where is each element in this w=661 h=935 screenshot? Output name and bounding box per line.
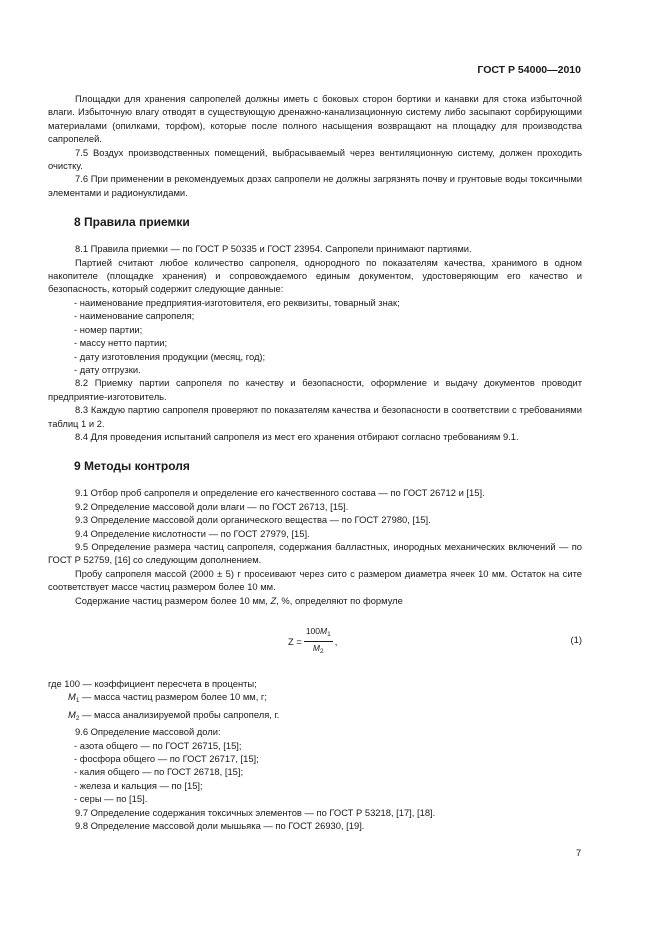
paragraph-9-6: 9.6 Определение массовой доли: [75,726,221,738]
paragraph-8-2: 8.2 Приемку партии сапропеля по качеству и безопасности, оформление и выдачу документов проводит предприятие-изготовитель. [48,377,582,402]
list-item: - наименование сапропеля; [74,310,195,322]
page-content [48,92,582,832]
section-8-heading: 8 Правила приемки [74,215,190,230]
where-line-m1: $M_1$ — масса частиц размером более 10 мм, г; [68,691,267,705]
list-item: - калия общего — по ГОСТ 26718, [15]; [74,766,244,778]
list-item: - серы — по [15]. [74,793,148,805]
paragraph-storage-sites: Площадки для хранения сапропелей должны иметь с боковых сторон бортики и канавки для стока избыточной влаги. Избыточную влагу отводят в существующую дренажно-канализационную систему либо засыпают сорбирующими материалами (опилками, торфом), которые после полного насыщения возвращают на площадку для производства сапропелей. [48,93,582,145]
formula-denominator: $M_2$ [312,643,324,655]
equation-number: (1) [570,634,582,645]
formula-lhs: Z = [288,635,302,647]
paragraph-sample-sieving: Пробу сапропеля массой (2000 ± 5) г просеивают через сито с размером диаметра ячеек 10 мм. Остаток на сите соответствует массе частиц размером более 10 мм. [48,567,582,593]
list-item: - азота общего — по ГОСТ 26715, [15]; [74,739,242,751]
paragraph-9-4: 9.4 Определение кислотности — по ГОСТ 27979, [15]. [75,527,310,539]
formula-block [48,617,582,671]
where-line-m2: $M_2$ — масса анализируемой пробы сапропеля, г. [68,708,280,722]
list-item: - дату отгрузки. [74,363,141,375]
list-item: - дату изготовления продукции (месяц, год); [74,350,266,362]
formula-numerator: $100M_1$ [305,626,331,638]
paragraph-9-8: 9.8 Определение массовой доли мышьяка — по ГОСТ 26930, [19]. [75,820,365,832]
paragraph-8-1: 8.1 Правила приемки — по ГОСТ Р 50335 и ГОСТ 23954. Сапропели принимают партиями. [75,243,472,255]
list-item: - массу нетто партии; [74,337,168,349]
paragraph-7-5: 7.5 Воздух производственных помещений, выбрасываемый через вентиляционную систему, должен проходить очистку. [48,146,582,172]
paragraph-9-1: 9.1 Отбор проб сапропеля и определение его качественного состава — по ГОСТ 26712 и [15]. [75,487,485,499]
paragraph-9-5: 9.5 Определение размера частиц сапропеля, содержания балластных, инородных механических включений — по ГОСТ Р 52759, [16] со следующим дополнением. [48,540,582,566]
list-item: - железа и кальция — по [15]; [74,779,203,791]
formula-tail: , [334,635,338,647]
list-item: - наименование предприятия-изготовителя, его реквизиты, товарный знак; [74,296,400,308]
list-item: - фосфора общего — по ГОСТ 26717, [15]; [74,753,259,765]
list-item: - номер партии; [74,323,143,335]
paragraph-7-6: 7.6 При применении в рекомендуемых дозах сапропели не должны загрязнять почву и грунтовые воды токсичными элементами и радионуклидами. [48,173,582,198]
paragraph-8-4: 8.4 Для проведения испытаний сапропеля из мест его хранения отбирают согласно требованиям 9.1. [75,430,519,442]
formula [288,625,337,658]
page-number: 7 [576,847,582,858]
paragraph-9-2: 9.2 Определение массовой доли влаги — по ГОСТ 26713, [15]. [75,500,349,512]
paragraph-9-3: 9.3 Определение массовой доли органического вещества — по ГОСТ 27980, [15]. [75,514,431,526]
paragraph-9-7: 9.7 Определение содержания токсичных элементов — по ГОСТ Р 53218, [17], [18]. [75,806,436,818]
paragraph-batch-definition: Партией считают любое количество сапропеля, однородного по показателям качества, хранимого в одном накопителе (площадке хранения) и сопровождаемого единым документом, удостоверяющим его качество и безопасность, который содержит следующие данные: [48,256,582,295]
paragraph-particle-content: Содержание частиц размером более 10 мм, Z, %, определяют по формуле [75,594,403,606]
standard-header: ГОСТ Р 54000—2010 [477,64,581,76]
where-line-100: где 100 — коэффициент пересчета в проценты; [48,678,257,689]
formula-fraction [304,625,333,658]
section-9-heading: 9 Методы контроля [74,459,190,474]
paragraph-8-3: 8.3 Каждую партию сапропеля проверяют по показателям качества и безопасности в соответствии с требованиями таблиц 1 и 2. [48,404,582,429]
